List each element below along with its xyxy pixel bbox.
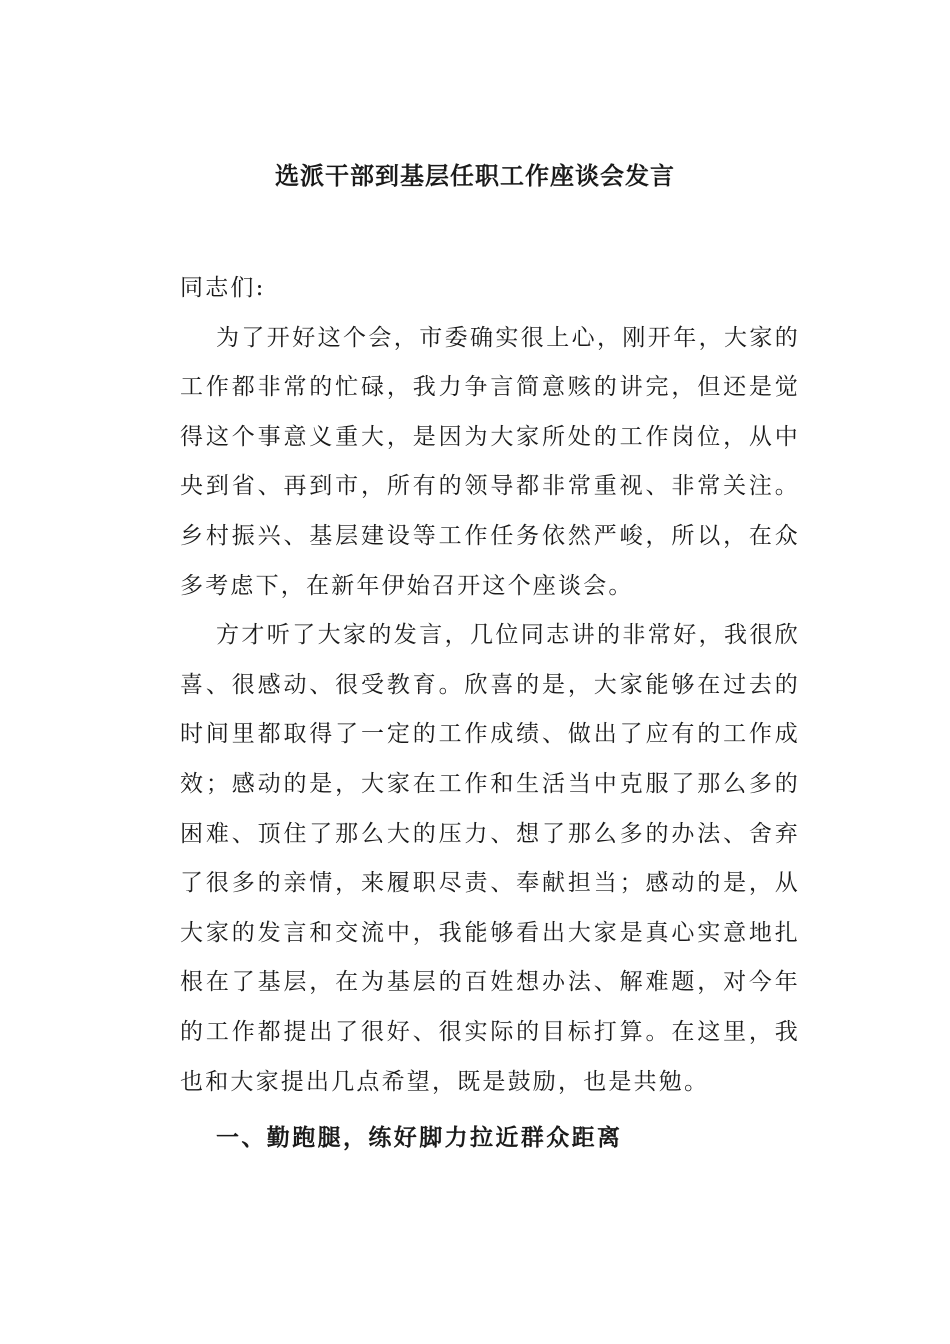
document-body [180,264,800,1107]
document-title: 选派干部到基层任职工作座谈会发言 [275,162,675,190]
greeting: 同志们: [180,275,266,301]
paragraph-1: 为了开好这个会，市委确实很上心，刚开年，大家的工作都非常的忙碌，我力争言简意赅的讲完，但还是觉得这个事意义重大，是因为大家所处的工作岗位，从中央到省、再到市，所有的领导都非常重视、非常关注。乡村振兴、基层建设等工作任务依然严峻，所以，在众多考虑下，在新年伊始召开这个座谈会。 [180,324,800,599]
section-heading: 一、勤跑腿，练好脚力拉近群众距离 [216,1125,623,1151]
paragraph-2: 方才听了大家的发言，几位同志讲的非常好，我很欣喜、很感动、很受教育。欣喜的是，大家能够在过去的时间里都取得了一定的工作成绩、做出了应有的工作成效；感动的是，大家在工作和生活当中克服了那么多的困难、顶住了那么大的压力、想了那么多的办法、舍弃了很多的亲情，来履职尽责、奉献担当；感动的是，从大家的发言和交流中，我能够看出大家是真心实意地扎根在了基层，在为基层的百姓想办法、解难题，对今年的工作都提出了很好、很实际的目标打算。在这里，我也和大家提出几点希望，既是鼓励，也是共勉。 [180,622,800,1095]
